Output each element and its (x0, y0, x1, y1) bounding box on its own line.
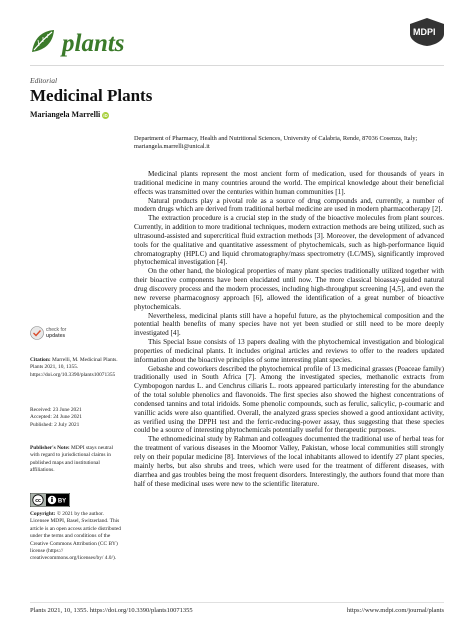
affiliation-department: Department of Pharmacy, Health and Nutritional Sciences, University of Calabria, Rende, 87036 Cosenza, Italy; (134, 135, 418, 142)
body-paragraph: Medicinal plants represent the most ancient form of medication, used for thousands of years in traditional medicine in many countries around the world. The empirical knowledge about their beneficial effects was transmitted over the centuries within human communities [1]. (134, 170, 444, 196)
footer-journal-link[interactable]: https://www.mdpi.com/journal/plants (346, 607, 444, 614)
svg-text:iD: iD (103, 112, 108, 118)
citation-block (30, 357, 122, 382)
footer-divider (30, 602, 444, 603)
body-paragraph: This Special Issue consists of 13 papers dealing with the phytochemical investigation and biological properties of medicinal plants. It includes original articles and reviews to offer to the readers updated information about the bioactive principles of some interesting plant species. (134, 338, 444, 364)
accepted-date: Accepted: 24 June 2021 (30, 414, 82, 421)
cc-by-license-icon[interactable] (30, 493, 70, 507)
orcid-icon[interactable] (102, 112, 109, 119)
body-paragraph: The ethnomedicinal study by Rahman and colleagues documented the traditional use of herbal teas for the treatment of various diseases in the Moomor Valley, Pakistan, whose local communities still strongly rely on their popular medicine [8]. Interviews of the local inhabitants allowed to identify 27 plant species, mainly herbs, but also shrubs and trees, which were used for the treatment of different diseases, with diarrhea and gas troubles being the most frequent disorders. Interestingly, the authors found that more than half of these medicinal uses were new to the scientific literature. (134, 435, 444, 488)
article-title: Medicinal Plants (30, 86, 153, 105)
body-paragraph: Natural products play a pivotal role as a source of drug compounds and, currently, a number of modern drugs which are derived from traditional herbal medicine are used in modern pharmacotherapy [2]. (134, 196, 444, 214)
check-for-updates-badge[interactable] (30, 326, 67, 360)
article-type: Editorial (30, 76, 58, 85)
plants-leaf-logo-icon (30, 28, 56, 54)
check-updates-label-line1: check for (46, 327, 67, 333)
svg-text:BY: BY (57, 498, 67, 505)
header-divider (30, 65, 444, 66)
author-name-text: Mariangela Marrelli (30, 110, 101, 119)
mdpi-label: MDPI (413, 27, 436, 37)
copyright-block (30, 511, 122, 566)
body-paragraph: Gebashe and coworkers described the phytochemical profile of 13 medicinal grasses (Poaceae family) traditionally used in South Africa [7]. Among the investigated species, methanolic extracts from Cymbopogon nardus L. and Cenchrus ciliaris L. roots appeared particularly interesting for the abundance of the total soluble phenolics and flavonoids. The first species also showed the highest concentrations of condensed tannins and total iridoids. Some phenolic compounds, such as ferulic, salicylic, p-coumaric and vanillic acids were also quantified. Overall, the analyzed grass species showed a good antioxidant activity, as verified using the DPPH test and the ferric-reducing-power assay, thus suggesting that these species could be a source of interesting phytochemicals potentially useful for therapeutic purposes. (134, 364, 444, 435)
dates-block (30, 407, 122, 429)
copyright-text: © 2021 by the author. Licensee MDPI, Basel, Switzerland. This article is an open access article distributed under the terms and conditions of the Creative Commons Attribution (CC BY) license (https:// creativecommons.org/licenses/by/ 4.0/). (30, 511, 122, 562)
journal-name: plants (62, 30, 125, 57)
citation-text: Marrelli, M. Medicinal Plants. Plants 2021, 10, 1355. https://doi.org/10.3390/plants10071355 (30, 357, 118, 378)
publisher-note-label: Publisher's Note: (30, 445, 70, 451)
publisher-note-text: MDPI stays neutral with regard to jurisdictional claims in published maps and institutional affiliations. (30, 445, 113, 474)
article-body (134, 170, 444, 488)
mdpi-logo (410, 18, 444, 46)
publisher-note (30, 445, 122, 478)
footer-citation: Plants 2021, 10, 1355. https://doi.org/10.3390/plants10071355 (30, 607, 193, 614)
citation-label: Citation: (30, 357, 51, 363)
check-updates-icon (30, 326, 44, 340)
body-paragraph: The extraction procedure is a crucial step in the study of the bioactive molecules from plant sources. Currently, in addition to more traditional techniques, modern extraction methods are being utilized, such as ultrasound-assisted and supercritical fluid extraction methods [3]. Moreover, the development of advanced tools for the qualitative and quantitative assessment of phytochemicals, such as high-performance liquid chromatography (HPLC) and liquid chromatography/mass spectrometry (LC/MS), significantly improved phytochemical investigation [4]. (134, 214, 444, 267)
received-date: Received: 23 June 2021 (30, 407, 82, 413)
published-date: Published: 2 July 2021 (30, 421, 80, 428)
body-paragraph: On the other hand, the biological properties of many plant species traditionally utilized together with their bioactive components have been elucidated until now. The more classical bioassay-guided natural drug discovery process and the modern processes, including high-throughput screening [4,5], and even the new reverse pharmacognosy approach [6], allowed the identification of a great number of bioactive phytochemicals. (134, 267, 444, 311)
affiliation (134, 135, 444, 151)
copyright-label: Copyright: (30, 511, 56, 517)
author-name (30, 110, 109, 119)
affiliation-email[interactable]: mariangela.marrelli@unical.it (134, 143, 210, 151)
check-updates-label-line2: updates (46, 333, 66, 339)
body-paragraph: Nevertheless, medicinal plants still have a hopeful future, as the phytochemical composition and the potential health benefits of many species have not yet been studied or still need to be more deeply investigated [4]. (134, 311, 444, 338)
svg-text:cc: cc (35, 498, 41, 504)
